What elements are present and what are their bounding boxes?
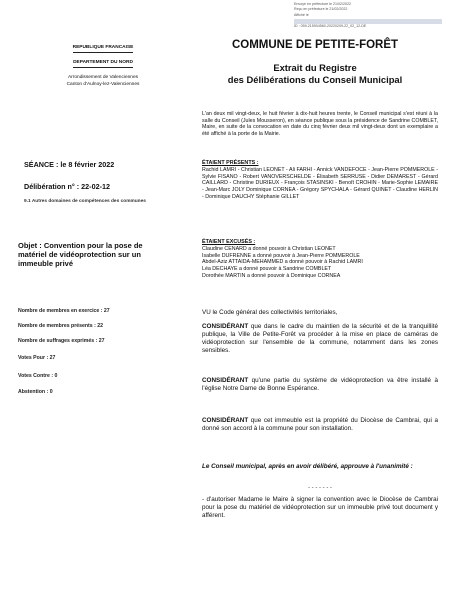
considerant-label: CONSIDÉRANT — [202, 417, 249, 424]
stamp-line-3: Affiché le — [294, 12, 309, 17]
excuses-section — [202, 239, 438, 280]
count-pour: Votes Pour : 27 — [18, 355, 56, 361]
excuse-line: Isabelle DUFRENNE a donné pouvoir à Jean-Pierre POMMEROLE — [202, 252, 360, 259]
count-contre: Votes Contre : 0 — [18, 373, 58, 379]
extrait-line-2: des Délibérations du Conseil Municipal — [227, 74, 403, 85]
administrative-header — [28, 44, 178, 88]
count-suffrages: Nombre de suffrages exprimés : 27 — [18, 338, 105, 344]
presents-list: Rachid LAMRI - Christian LEONET - Ali FARHI - Annick VANDEFOCE - Jean-Pierre POMMEROLE - Sylvie FISANO - Robert VANOVERSCHELDE - Élisabeth SERRUSE - Didier DEMAREST - Gérard CAILLARD - Christine DURIEUX - François STASINSKI - Benoît CROHIN - Marie-Sophie LEMAIRE - Jean-Marc JOLY Dominique CORNEA - Grégory SPYCHALA - Gérard QUINET - Claudine HERLIN - Dominique DAUCHY Stéphanie GILLET — [202, 167, 438, 200]
header-rule — [73, 52, 133, 53]
excuse-line: Dorothée MARTIN a donné pouvoir à Dominique CORNEA — [202, 272, 341, 279]
commune-title: COMMUNE DE PETITE-FORÊT — [231, 39, 399, 51]
decision-paragraph: - d'autoriser Madame le Maire à signer la convention avec le Diocèse de Cambrai pour la pose du matériel de vidéoprotection sur un immeuble privé tout document y afférent. — [202, 496, 438, 519]
deliberation-number: Délibération n° : 22-02-12 — [24, 182, 110, 191]
considerant-text: que dans le cadre du maintien de la sécurité et de la tranquillité publique, la Ville de Petite-Forêt va procéder à la mise en place de caméras de vidéoprotection sur l'ensemble de la commune, notamment dans les zones sensibles. — [202, 323, 438, 354]
extrait-title — [190, 62, 440, 86]
excuse-line: Léa DECHAYE a donné pouvoir à Sandrine COMBLET — [202, 266, 332, 273]
republic-label: REPUBLIQUE FRANCAISE — [72, 45, 134, 50]
considerant-text: qu'une partie du système de vidéoprotection va être installé à l'église Notre Dame de Bonne Espérance. — [202, 377, 438, 392]
considerant-label: CONSIDÉRANT — [202, 377, 249, 384]
excuse-line: Abdel-Aziz ATTAIDA-MEHAMMED a donné pouvoir à Rachid LAMRI — [202, 259, 363, 266]
considerant-label: CONSIDÉRANT — [202, 323, 249, 330]
count-en-exercice: Nombre de membres en exercice : 27 — [18, 308, 110, 314]
presents-title: ÉTAIENT PRÉSENTS : — [202, 160, 259, 166]
count-abstention: Abstention : 0 — [18, 389, 53, 395]
stamp-line-4: ID : 059-215904560-20220209-22_02_12-DE — [294, 24, 367, 29]
presents-section — [202, 160, 438, 201]
considerant-3 — [202, 417, 438, 433]
considerant-2 — [202, 377, 438, 393]
department-label: DEPARTEMENT DU NORD — [73, 60, 133, 65]
deliberation-category: 9.1 Autres domaines de compétences des communes — [24, 199, 146, 204]
excuses-title: ÉTAIENT EXCUSÉS : — [202, 239, 256, 245]
seance-date: SÉANCE : le 8 février 2022 — [24, 160, 115, 169]
objet-title: Objet : Convention pour la pose de matériel de vidéoprotection sur un immeuble privé — [18, 241, 143, 268]
stamp-line-1: Envoyé en préfecture le 21/02/2022 — [294, 2, 351, 6]
excuse-line: Claudine CENARD a donné pouvoir à Christian LEONET — [202, 246, 336, 252]
stamp-line-2: Reçu en préfecture le 21/02/2022 — [294, 7, 348, 12]
considerant-text: que cet immeuble est la propriété du Diocèse de Cambrai, qui a donné son accord à la commune pour son installation. — [202, 417, 438, 432]
arrondissement-label: Arrondissement de Valenciennes — [67, 75, 139, 80]
count-presents: Nombre de membres présents : 22 — [18, 323, 104, 329]
vu-paragraph: VU le Code général des collectivités territoriales, — [202, 309, 338, 316]
canton-label: Canton d'Aulnoy-lez-Valenciennes — [66, 82, 140, 87]
extrait-line-1: Extrait du Registre — [273, 62, 357, 73]
separator-dashes: - - - - - - - — [308, 485, 332, 491]
intro-paragraph: L'an deux mil vingt-deux, le huit février à dix-huit heures trente, le Conseil municipal s'est réuni à la salle du Conseil (Jules Mousseron), en séance publique sous la présidence de Sandrine COMBLET, Maire, en suite de la convocation en date du cinq février deux mil vingt-deux dont un exemplaire a été affiché à la porte de la Mairie. — [202, 111, 438, 137]
header-rule — [73, 67, 133, 68]
conclusion-paragraph: Le Conseil municipal, après en avoir délibéré, approuve à l'unanimité : — [202, 463, 413, 470]
considerant-1 — [202, 323, 438, 355]
prefecture-stamp — [294, 2, 442, 30]
